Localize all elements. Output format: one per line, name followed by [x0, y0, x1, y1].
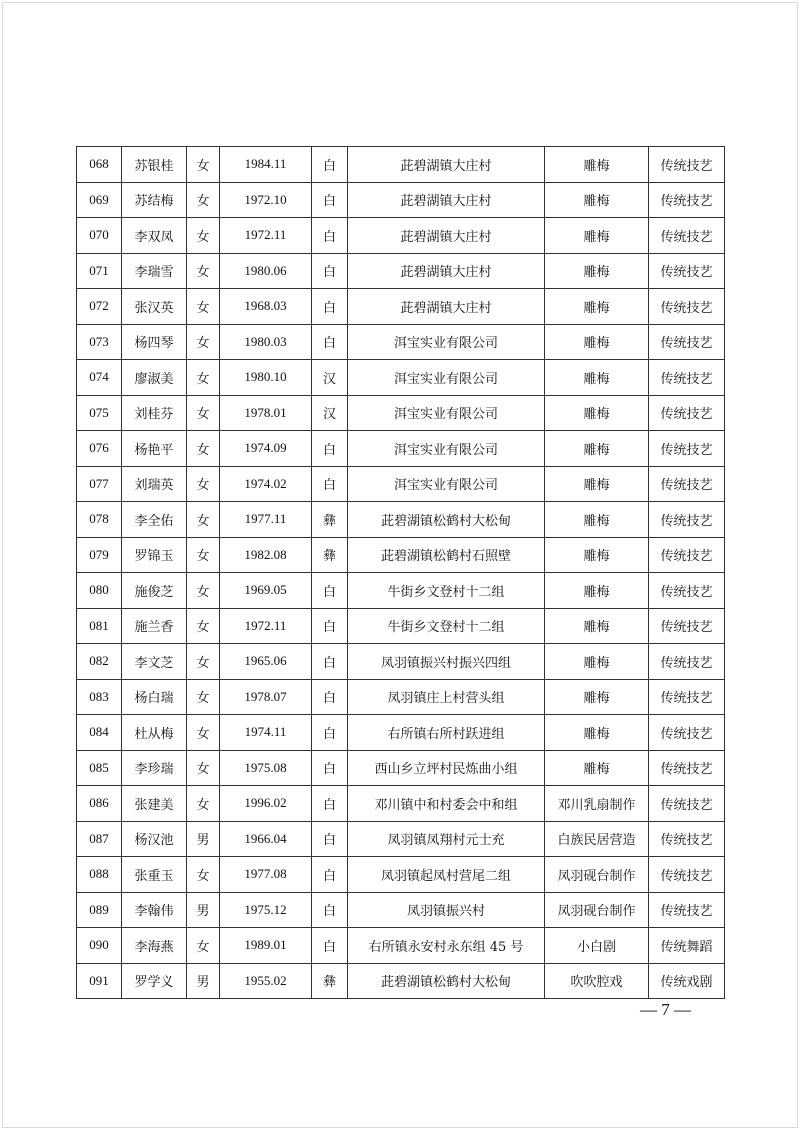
project-cell: 雕梅 — [545, 218, 649, 254]
gender-cell: 女 — [187, 608, 220, 644]
birth-date-cell: 1980.03 — [220, 324, 312, 360]
work-unit-cell: 右所镇右所村跃进组 — [348, 715, 545, 751]
project-cell: 雕梅 — [545, 750, 649, 786]
table-row — [77, 537, 725, 573]
name-cell: 施兰香 — [122, 608, 187, 644]
name-cell: 施俊芝 — [122, 573, 187, 609]
project-cell: 雕梅 — [545, 644, 649, 680]
ethnicity-cell: 白 — [312, 253, 348, 289]
serial-number-cell: 070 — [77, 218, 122, 254]
serial-number-cell: 089 — [77, 892, 122, 928]
gender-cell: 女 — [187, 928, 220, 964]
serial-number-cell: 072 — [77, 289, 122, 325]
table-row — [77, 253, 725, 289]
category-cell: 传统技艺 — [649, 750, 725, 786]
table-row — [77, 679, 725, 715]
birth-date-cell: 1965.06 — [220, 644, 312, 680]
table-row — [77, 360, 725, 396]
work-unit-cell: 凤羽镇振兴村 — [348, 892, 545, 928]
ethnicity-cell: 白 — [312, 147, 348, 183]
project-cell: 小白剧 — [545, 928, 649, 964]
ethnicity-cell: 白 — [312, 608, 348, 644]
work-unit-cell: 牛街乡文登村十二组 — [348, 608, 545, 644]
birth-date-cell: 1969.05 — [220, 573, 312, 609]
work-unit-cell: 洱宝实业有限公司 — [348, 431, 545, 467]
ethnicity-cell: 白 — [312, 786, 348, 822]
category-cell: 传统技艺 — [649, 537, 725, 573]
inheritor-table — [76, 146, 725, 999]
work-unit-cell: 茈碧湖镇大庄村 — [348, 218, 545, 254]
table-row — [77, 573, 725, 609]
birth-date-cell: 1982.08 — [220, 537, 312, 573]
category-cell: 传统技艺 — [649, 431, 725, 467]
birth-date-cell: 1980.10 — [220, 360, 312, 396]
table-row — [77, 182, 725, 218]
project-cell: 雕梅 — [545, 537, 649, 573]
category-cell: 传统技艺 — [649, 786, 725, 822]
table-row — [77, 644, 725, 680]
gender-cell: 女 — [187, 218, 220, 254]
serial-number-cell: 071 — [77, 253, 122, 289]
category-cell: 传统技艺 — [649, 218, 725, 254]
serial-number-cell: 077 — [77, 466, 122, 502]
table-row — [77, 608, 725, 644]
project-cell: 雕梅 — [545, 466, 649, 502]
birth-date-cell: 1955.02 — [220, 963, 312, 999]
ethnicity-cell: 白 — [312, 182, 348, 218]
project-cell: 雕梅 — [545, 679, 649, 715]
work-unit-cell: 凤羽镇起凤村营尾二组 — [348, 857, 545, 893]
table-row — [77, 395, 725, 431]
project-cell: 雕梅 — [545, 253, 649, 289]
gender-cell: 女 — [187, 750, 220, 786]
name-cell: 杨四琴 — [122, 324, 187, 360]
serial-number-cell: 076 — [77, 431, 122, 467]
ethnicity-cell: 汉 — [312, 395, 348, 431]
gender-cell: 女 — [187, 857, 220, 893]
name-cell: 刘瑞英 — [122, 466, 187, 502]
serial-number-cell: 084 — [77, 715, 122, 751]
work-unit-cell: 牛街乡文登村十二组 — [348, 573, 545, 609]
ethnicity-cell: 白 — [312, 715, 348, 751]
gender-cell: 男 — [187, 892, 220, 928]
work-unit-cell: 洱宝实业有限公司 — [348, 466, 545, 502]
gender-cell: 女 — [187, 715, 220, 751]
category-cell: 传统技艺 — [649, 679, 725, 715]
ethnicity-cell: 白 — [312, 289, 348, 325]
name-cell: 李翰伟 — [122, 892, 187, 928]
birth-date-cell: 1972.10 — [220, 182, 312, 218]
ethnicity-cell: 白 — [312, 821, 348, 857]
name-cell: 李海燕 — [122, 928, 187, 964]
name-cell: 李珍瑞 — [122, 750, 187, 786]
category-cell: 传统技艺 — [649, 395, 725, 431]
gender-cell: 女 — [187, 786, 220, 822]
work-unit-cell: 凤羽镇庄上村营头组 — [348, 679, 545, 715]
name-cell: 张重玉 — [122, 857, 187, 893]
table-row — [77, 502, 725, 538]
ethnicity-cell: 白 — [312, 644, 348, 680]
category-cell: 传统技艺 — [649, 466, 725, 502]
ethnicity-cell: 白 — [312, 928, 348, 964]
serial-number-cell: 085 — [77, 750, 122, 786]
category-cell: 传统戏剧 — [649, 963, 725, 999]
ethnicity-cell: 白 — [312, 750, 348, 786]
serial-number-cell: 083 — [77, 679, 122, 715]
birth-date-cell: 1975.08 — [220, 750, 312, 786]
serial-number-cell: 090 — [77, 928, 122, 964]
work-unit-cell: 凤羽镇振兴村振兴四组 — [348, 644, 545, 680]
birth-date-cell: 1996.02 — [220, 786, 312, 822]
work-unit-cell: 茈碧湖镇松鹤村大松甸 — [348, 963, 545, 999]
birth-date-cell: 1975.12 — [220, 892, 312, 928]
gender-cell: 女 — [187, 182, 220, 218]
ethnicity-cell: 白 — [312, 324, 348, 360]
category-cell: 传统技艺 — [649, 644, 725, 680]
work-unit-cell: 西山乡立坪村民炼曲小组 — [348, 750, 545, 786]
project-cell: 雕梅 — [545, 182, 649, 218]
name-cell: 廖淑美 — [122, 360, 187, 396]
serial-number-cell: 087 — [77, 821, 122, 857]
gender-cell: 女 — [187, 431, 220, 467]
gender-cell: 女 — [187, 395, 220, 431]
project-cell: 雕梅 — [545, 431, 649, 467]
table-row — [77, 857, 725, 893]
name-cell: 刘桂芬 — [122, 395, 187, 431]
serial-number-cell: 081 — [77, 608, 122, 644]
ethnicity-cell: 白 — [312, 218, 348, 254]
project-cell: 雕梅 — [545, 395, 649, 431]
serial-number-cell: 068 — [77, 147, 122, 183]
gender-cell: 女 — [187, 289, 220, 325]
table-row — [77, 963, 725, 999]
serial-number-cell: 088 — [77, 857, 122, 893]
birth-date-cell: 1972.11 — [220, 218, 312, 254]
name-cell: 苏结梅 — [122, 182, 187, 218]
name-cell: 罗学义 — [122, 963, 187, 999]
project-cell: 吹吹腔戏 — [545, 963, 649, 999]
category-cell: 传统技艺 — [649, 715, 725, 751]
work-unit-cell: 右所镇永安村永东组 45 号 — [348, 928, 545, 964]
name-cell: 杜从梅 — [122, 715, 187, 751]
serial-number-cell: 073 — [77, 324, 122, 360]
birth-date-cell: 1974.11 — [220, 715, 312, 751]
project-cell: 白族民居营造 — [545, 821, 649, 857]
table-row — [77, 750, 725, 786]
gender-cell: 女 — [187, 537, 220, 573]
serial-number-cell: 079 — [77, 537, 122, 573]
ethnicity-cell: 彝 — [312, 502, 348, 538]
serial-number-cell: 069 — [77, 182, 122, 218]
name-cell: 苏银桂 — [122, 147, 187, 183]
name-cell: 杨白瑞 — [122, 679, 187, 715]
gender-cell: 女 — [187, 324, 220, 360]
work-unit-cell: 茈碧湖镇大庄村 — [348, 182, 545, 218]
birth-date-cell: 1978.01 — [220, 395, 312, 431]
work-unit-cell: 凤羽镇凤翔村元士充 — [348, 821, 545, 857]
gender-cell: 女 — [187, 360, 220, 396]
work-unit-cell: 茈碧湖镇松鹤村大松甸 — [348, 502, 545, 538]
gender-cell: 女 — [187, 466, 220, 502]
ethnicity-cell: 汉 — [312, 360, 348, 396]
table-body — [77, 147, 725, 999]
project-cell: 雕梅 — [545, 289, 649, 325]
work-unit-cell: 洱宝实业有限公司 — [348, 360, 545, 396]
table-row — [77, 466, 725, 502]
serial-number-cell: 091 — [77, 963, 122, 999]
table-row — [77, 821, 725, 857]
ethnicity-cell: 白 — [312, 466, 348, 502]
serial-number-cell: 086 — [77, 786, 122, 822]
birth-date-cell: 1977.08 — [220, 857, 312, 893]
table-row — [77, 147, 725, 183]
work-unit-cell: 茈碧湖镇大庄村 — [348, 147, 545, 183]
category-cell: 传统技艺 — [649, 892, 725, 928]
table-row — [77, 786, 725, 822]
project-cell: 凤羽砚台制作 — [545, 857, 649, 893]
name-cell: 罗锦玉 — [122, 537, 187, 573]
work-unit-cell: 洱宝实业有限公司 — [348, 395, 545, 431]
birth-date-cell: 1984.11 — [220, 147, 312, 183]
birth-date-cell: 1974.02 — [220, 466, 312, 502]
birth-date-cell: 1989.01 — [220, 928, 312, 964]
gender-cell: 女 — [187, 679, 220, 715]
gender-cell: 男 — [187, 821, 220, 857]
table-row — [77, 289, 725, 325]
ethnicity-cell: 白 — [312, 892, 348, 928]
gender-cell: 女 — [187, 253, 220, 289]
work-unit-cell: 洱宝实业有限公司 — [348, 324, 545, 360]
project-cell: 雕梅 — [545, 573, 649, 609]
work-unit-cell: 邓川镇中和村委会中和组 — [348, 786, 545, 822]
table-row — [77, 218, 725, 254]
name-cell: 张建美 — [122, 786, 187, 822]
name-cell: 杨艳平 — [122, 431, 187, 467]
name-cell: 李瑞雪 — [122, 253, 187, 289]
category-cell: 传统技艺 — [649, 360, 725, 396]
birth-date-cell: 1980.06 — [220, 253, 312, 289]
project-cell: 雕梅 — [545, 324, 649, 360]
table-row — [77, 431, 725, 467]
birth-date-cell: 1966.04 — [220, 821, 312, 857]
category-cell: 传统技艺 — [649, 608, 725, 644]
project-cell: 凤羽砚台制作 — [545, 892, 649, 928]
ethnicity-cell: 白 — [312, 679, 348, 715]
birth-date-cell: 1978.07 — [220, 679, 312, 715]
project-cell: 雕梅 — [545, 147, 649, 183]
work-unit-cell: 茈碧湖镇大庄村 — [348, 253, 545, 289]
table-row — [77, 324, 725, 360]
birth-date-cell: 1974.09 — [220, 431, 312, 467]
table-row — [77, 715, 725, 751]
table-row — [77, 892, 725, 928]
name-cell: 李双凤 — [122, 218, 187, 254]
serial-number-cell: 080 — [77, 573, 122, 609]
gender-cell: 女 — [187, 502, 220, 538]
table-row — [77, 928, 725, 964]
ethnicity-cell: 彝 — [312, 537, 348, 573]
category-cell: 传统技艺 — [649, 253, 725, 289]
name-cell: 李文芝 — [122, 644, 187, 680]
project-cell: 邓川乳扇制作 — [545, 786, 649, 822]
category-cell: 传统技艺 — [649, 857, 725, 893]
serial-number-cell: 075 — [77, 395, 122, 431]
gender-cell: 女 — [187, 644, 220, 680]
serial-number-cell: 078 — [77, 502, 122, 538]
category-cell: 传统技艺 — [649, 502, 725, 538]
page-number: — 7 — — [640, 1000, 691, 1019]
birth-date-cell: 1977.11 — [220, 502, 312, 538]
project-cell: 雕梅 — [545, 360, 649, 396]
ethnicity-cell: 白 — [312, 431, 348, 467]
category-cell: 传统技艺 — [649, 573, 725, 609]
category-cell: 传统技艺 — [649, 289, 725, 325]
work-unit-cell: 茈碧湖镇大庄村 — [348, 289, 545, 325]
gender-cell: 女 — [187, 573, 220, 609]
serial-number-cell: 074 — [77, 360, 122, 396]
category-cell: 传统技艺 — [649, 182, 725, 218]
ethnicity-cell: 白 — [312, 857, 348, 893]
category-cell: 传统舞蹈 — [649, 928, 725, 964]
name-cell: 杨汉池 — [122, 821, 187, 857]
birth-date-cell: 1968.03 — [220, 289, 312, 325]
category-cell: 传统技艺 — [649, 324, 725, 360]
project-cell: 雕梅 — [545, 502, 649, 538]
project-cell: 雕梅 — [545, 715, 649, 751]
serial-number-cell: 082 — [77, 644, 122, 680]
gender-cell: 男 — [187, 963, 220, 999]
project-cell: 雕梅 — [545, 608, 649, 644]
birth-date-cell: 1972.11 — [220, 608, 312, 644]
ethnicity-cell: 彝 — [312, 963, 348, 999]
gender-cell: 女 — [187, 147, 220, 183]
name-cell: 张汉英 — [122, 289, 187, 325]
name-cell: 李全佑 — [122, 502, 187, 538]
category-cell: 传统技艺 — [649, 147, 725, 183]
ethnicity-cell: 白 — [312, 573, 348, 609]
work-unit-cell: 茈碧湖镇松鹤村石照壁 — [348, 537, 545, 573]
category-cell: 传统技艺 — [649, 821, 725, 857]
